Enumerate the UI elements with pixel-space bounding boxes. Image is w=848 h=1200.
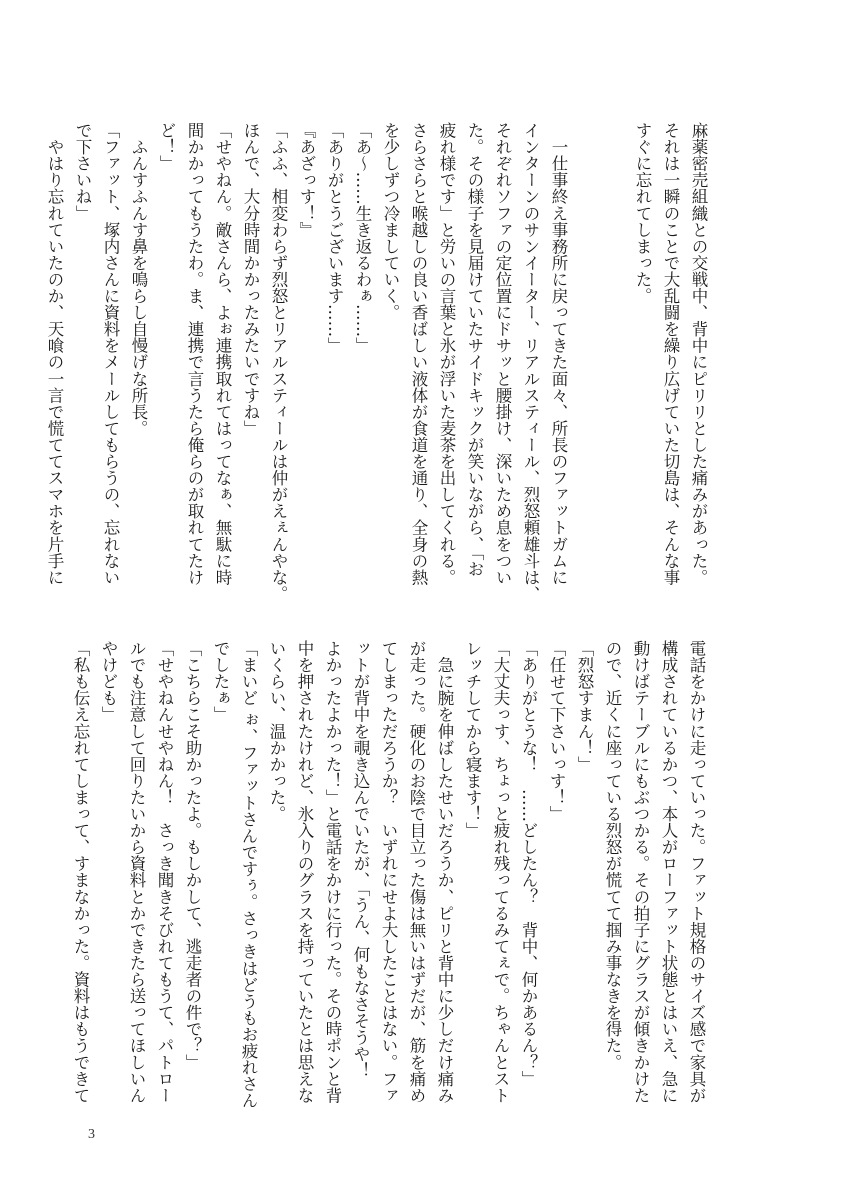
text-line: すぐに忘れてしまった。 <box>633 122 652 305</box>
text-line: 「大丈夫っす、ちょっと疲れ残ってるみてぇで。ちゃんとスト <box>491 640 510 1104</box>
text-line <box>572 122 600 564</box>
text-line: ほんで、大分時間かかったみたいですね」 <box>241 122 260 437</box>
text-line: を少しずつ冷ましていく。 <box>381 122 400 321</box>
text-line: 間かかってもうたわ。ま、連携で言うたら俺らのが取れてたけ <box>185 122 204 586</box>
text-line: 構成されているかつ、本人がローファット状態とはいえ、急に <box>659 640 678 1104</box>
text-block-bottom <box>71 640 710 1109</box>
text-line: 「ファット、塚内さんに資料をメールしてもらうの、忘れない <box>101 122 120 586</box>
text-line: さらさらと喉越しの良い香ばしい液体が食道を通り、全身の熱 <box>409 122 428 586</box>
text-line: 「こちらこそ助かったよ。もしかして、逃走者の件で？」 <box>183 640 202 1071</box>
text-line: でしたぁ」 <box>211 640 230 723</box>
text-line: 「ありがとうございます……」 <box>325 122 344 354</box>
text-line: 一仕事終え事務所に戻ってきた面々、所長のファットガムに <box>549 122 568 586</box>
text-block-top <box>45 122 712 602</box>
page-number: 3 <box>88 1127 95 1142</box>
text-line: いくらい、温かかった。 <box>267 640 286 823</box>
text-line: が走った。硬化のお陰で目立った傷は無いはずだが、筋を痛め <box>407 640 426 1104</box>
text-line: 麻薬密売組織との交戦中、背中にピリリとした痛みがあった。 <box>689 122 708 586</box>
text-line: よかったよかった！」と電話をかけに行った。その時ポンと背 <box>323 640 342 1104</box>
text-line: やはり忘れていたのか、天喰の一言で慌ててスマホを片手に <box>45 122 64 586</box>
text-line: 中を押されたけれど、氷入りのグラスを持っていたとは思えな <box>295 640 314 1104</box>
text-line: 「あ〜……生き返るわぁ……」 <box>353 122 372 354</box>
text-line: 「任せて下さいっす！」 <box>547 640 566 823</box>
text-line: ットが背中を覗き込んでいたが、「うん、何もなさそうや！ <box>351 640 370 1079</box>
text-line: それは一瞬のことで大乱闘を繰り広げていた切島は、そんな事 <box>661 122 680 586</box>
text-line: 急に腕を伸ばしたせいだろうか、ピリと背中に少しだけ痛み <box>435 640 454 1104</box>
text-line: てしまっただろうか？ いずれにせよ大したことはない。ファ <box>379 640 398 1104</box>
text-line: 「ありがとうな！ ……どしたん？ 背中、何かあるん？」 <box>519 640 538 1087</box>
text-line: 『あざっす！』 <box>297 122 316 238</box>
text-line: ふんすふんす鼻を鳴らし自慢げな所長。 <box>129 122 148 437</box>
text-line: ので、近くに座っている烈怒が慌てて掴み事なきを得た。 <box>603 640 622 1071</box>
text-line: インターンのサンイーター、リアルスティール、烈怒頼雄斗は、 <box>521 122 540 602</box>
text-line: 「ふふ、相変わらず烈怒とリアルスティールは仲がえぇんやな。 <box>269 122 288 602</box>
text-line: 「せやねん。敵さんら、よぉ連携取れてはってなぁ、無駄に時 <box>213 122 232 586</box>
text-line: 動けばテーブルにもぶつかる。その拍子にグラスが傾きかけた <box>631 640 650 1104</box>
text-line: 電話をかけに走っていった。ファット規格のサイズ感で家具が <box>687 640 706 1104</box>
text-line: 「私も伝え忘れてしまって、すまなかった。資料はもうできて <box>71 640 90 1104</box>
text-line: ど！」 <box>157 122 176 172</box>
text-line: ルでも注意して回りたいから資料とかできたら送ってほしいん <box>127 640 146 1104</box>
text-line: 「まいど ぉ、ファットさんですぅ。さっきはどうもお疲れさん <box>239 640 258 1109</box>
text-line: で下さいね」 <box>73 122 92 222</box>
text-line: 「せやねんせやねん！ さっき聞きそびれてもうて、パトロー <box>155 640 174 1104</box>
text-line: やけども」 <box>99 640 118 723</box>
text-line <box>600 122 628 564</box>
text-line: それぞれソファの定位置にドサッと腰掛け、深いため息をつい <box>493 122 512 586</box>
text-line: 疲れ様です」と労いの言葉と氷が浮いた麦茶を出してくれる。 <box>437 122 456 586</box>
text-line: 「烈怒すまん！」 <box>575 640 594 773</box>
text-line: レッチしてから寝ます！」 <box>463 640 482 839</box>
text-line: た。その様子を見届けていたサイドキックが笑いながら、「お <box>465 122 484 578</box>
